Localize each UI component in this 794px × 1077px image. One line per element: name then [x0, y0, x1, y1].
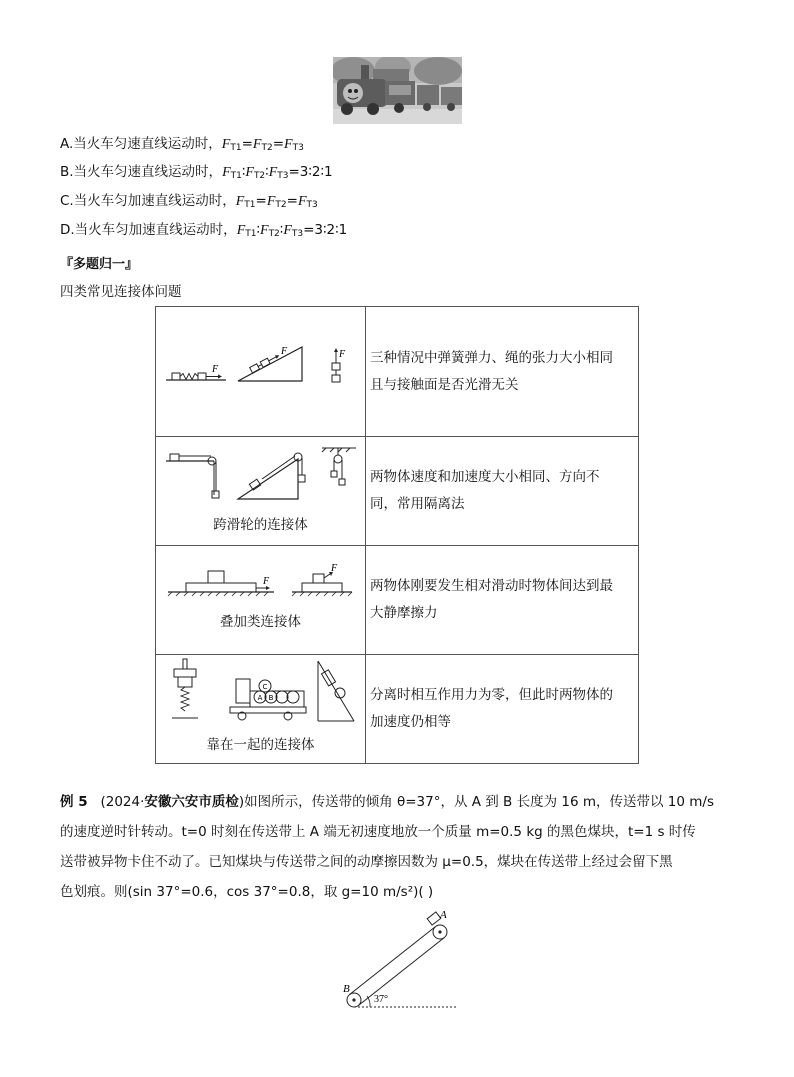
connector-table — [155, 306, 639, 764]
diagram-cell-4 — [156, 655, 366, 764]
force-label: F — [339, 349, 346, 360]
example-label: 例 5 — [60, 794, 88, 810]
train-photo — [333, 57, 462, 124]
point-b-label: B — [343, 983, 350, 995]
description-cell-4: 分离时相互作用力为零，但此时两物体的 加速度仍相等 — [366, 655, 639, 764]
row-caption: 跨滑轮的连接体 — [213, 517, 308, 533]
description-cell-1: 三种情况中弹簧弹力、绳的张力大小相同 且与接触面是否光滑无关 — [366, 307, 639, 437]
row-caption: 靠在一起的连接体 — [206, 737, 315, 753]
table-row — [156, 437, 639, 546]
option-b: B.当火车匀速直线运动时，$F_{T1}∶F_{T2}∶F_{T3}=3∶2∶1$ — [60, 164, 333, 181]
force-label: F — [331, 563, 338, 574]
diagram-cell-1 — [156, 307, 366, 437]
force-label: F — [263, 576, 270, 587]
option-c: C.当火车匀加速直线运动时，$F_{T1}=F_{T2}=F_{T3}$ — [60, 193, 318, 210]
option-d: D.当火车匀加速直线运动时，$F_{T1}∶F_{T2}∶F_{T3}=3∶2∶1$ — [60, 222, 348, 239]
example-source: 安徽六安市质检 — [144, 794, 239, 810]
ball-label: A — [257, 694, 263, 702]
example-problem — [60, 787, 750, 907]
force-label: F — [281, 346, 288, 357]
option-a: A.当火车匀速直线运动时，$F_{T1}=F_{T2}=F_{T3}$ — [60, 136, 304, 153]
row-caption: 叠加类连接体 — [220, 614, 301, 630]
diagram-cell-2 — [156, 437, 366, 546]
point-a-label: A — [440, 909, 447, 921]
angle-label: 37° — [374, 994, 388, 1005]
table-row — [156, 655, 639, 764]
description-cell-2: 两物体速度和加速度大小相同、方向不 同，常用隔离法 — [366, 437, 639, 546]
example-line-4: 色划痕。则(sin 37°=0.6，cos 37°=0.8，取 g=10 m/s²)( ) — [60, 884, 434, 900]
spring-diagrams — [156, 307, 366, 437]
conveyor-figure — [330, 905, 470, 1010]
table-row — [156, 307, 639, 437]
ball-label: B — [268, 694, 274, 702]
section-header: 『多题归一』 — [60, 257, 139, 272]
example-line-3: 送带被异物卡住不动了。已知煤块与传送带之间的动摩擦因数为 μ=0.5，煤块在传送带上经过会留下黑 — [60, 854, 673, 870]
intro-text: 四类常见连接体问题 — [60, 284, 182, 300]
force-label: F — [212, 364, 219, 375]
example-line-1: 例 5 (2024·安徽六安市质检)如图所示，传送带的倾角 θ=37°，从 A 到 B 长度为 16 m，传送带以 10 m/s — [60, 794, 715, 810]
table-row — [156, 546, 639, 655]
diagram-cell-3 — [156, 546, 366, 655]
description-cell-3: 两物体刚要发生相对滑动时物体间达到最 大静摩擦力 — [366, 546, 639, 655]
ball-label: C — [262, 683, 268, 691]
example-line-2: 的速度逆时针转动。t=0 时刻在传送带上 A 端无初速度地放一个质量 m=0.5 kg 的黑色煤块，t=1 s 时传 — [60, 824, 696, 840]
stacked-diagrams — [156, 546, 366, 655]
